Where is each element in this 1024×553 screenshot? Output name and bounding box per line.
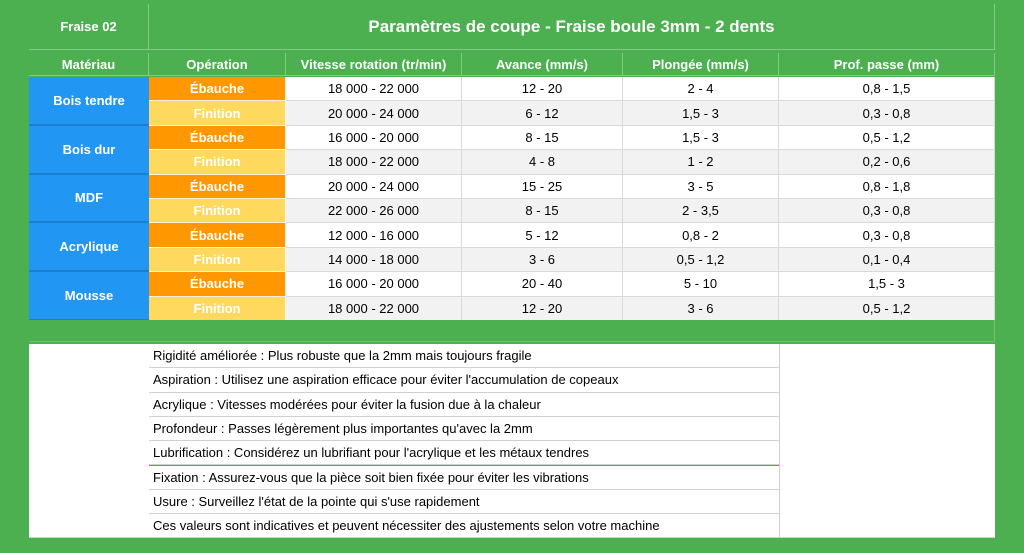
plunge-cell[interactable]: 3 - 6 — [623, 297, 779, 321]
col-header-speed[interactable]: Vitesse rotation (tr/min) — [286, 53, 462, 76]
notes-right-column — [779, 344, 995, 538]
material-cell[interactable]: Bois dur — [29, 126, 149, 175]
plunge-cell[interactable]: 1 - 2 — [623, 150, 779, 174]
depth-cell[interactable]: 1,5 - 3 — [779, 272, 995, 296]
page-title: Paramètres de coupe - Fraise boule 3mm - 2 dents — [149, 4, 995, 50]
material-cell[interactable]: Bois tendre — [29, 77, 149, 126]
depth-cell[interactable]: 0,3 - 0,8 — [779, 199, 995, 223]
col-header-operation[interactable]: Opération — [149, 53, 286, 76]
speed-cell[interactable]: 20 000 - 24 000 — [286, 175, 462, 199]
plunge-cell[interactable]: 2 - 3,5 — [623, 199, 779, 223]
operation-cell[interactable]: Finition — [149, 297, 286, 321]
depth-cell[interactable]: 0,1 - 0,4 — [779, 248, 995, 272]
note-line[interactable]: Rigidité améliorée : Plus robuste que la 2mm mais toujours fragile — [149, 344, 779, 368]
speed-cell[interactable]: 16 000 - 20 000 — [286, 272, 462, 296]
feed-cell[interactable]: 8 - 15 — [462, 126, 623, 150]
operation-cell[interactable]: Finition — [149, 199, 286, 223]
depth-cell[interactable]: 0,5 - 1,2 — [779, 297, 995, 321]
depth-cell[interactable]: 0,8 - 1,5 — [779, 77, 995, 101]
feed-cell[interactable]: 12 - 20 — [462, 77, 623, 101]
note-line[interactable]: Aspiration : Utilisez une aspiration efficace pour éviter l'accumulation de copeaux — [149, 368, 779, 392]
col-header-depth[interactable]: Prof. passe (mm) — [779, 53, 995, 76]
depth-cell[interactable]: 0,2 - 0,6 — [779, 150, 995, 174]
operation-cell[interactable]: Finition — [149, 248, 286, 272]
speed-cell[interactable]: 16 000 - 20 000 — [286, 126, 462, 150]
feed-cell[interactable]: 4 - 8 — [462, 150, 623, 174]
feed-cell[interactable]: 15 - 25 — [462, 175, 623, 199]
notes-margin — [29, 344, 149, 538]
plunge-cell[interactable]: 3 - 5 — [623, 175, 779, 199]
plunge-cell[interactable]: 1,5 - 3 — [623, 126, 779, 150]
speed-cell[interactable]: 12 000 - 16 000 — [286, 223, 462, 247]
operation-cell[interactable]: Ébauche — [149, 223, 286, 247]
depth-cell[interactable]: 0,3 - 0,8 — [779, 101, 995, 125]
plunge-cell[interactable]: 0,5 - 1,2 — [623, 248, 779, 272]
plunge-cell[interactable]: 1,5 - 3 — [623, 101, 779, 125]
speed-cell[interactable]: 18 000 - 22 000 — [286, 150, 462, 174]
material-cell[interactable]: MDF — [29, 175, 149, 224]
feed-cell[interactable]: 12 - 20 — [462, 297, 623, 321]
plunge-cell[interactable]: 5 - 10 — [623, 272, 779, 296]
depth-cell[interactable]: 0,3 - 0,8 — [779, 223, 995, 247]
material-cell[interactable]: Acrylique — [29, 223, 149, 272]
depth-cell[interactable]: 0,5 - 1,2 — [779, 126, 995, 150]
operation-cell[interactable]: Ébauche — [149, 126, 286, 150]
col-header-feed[interactable]: Avance (mm/s) — [462, 53, 623, 76]
operation-cell[interactable]: Ébauche — [149, 272, 286, 296]
speed-cell[interactable]: 18 000 - 22 000 — [286, 77, 462, 101]
col-header-plunge[interactable]: Plongée (mm/s) — [623, 53, 779, 76]
plunge-cell[interactable]: 0,8 - 2 — [623, 223, 779, 247]
note-line[interactable]: Fixation : Assurez-vous que la pièce soit bien fixée pour éviter les vibrations — [149, 466, 779, 490]
speed-cell[interactable]: 20 000 - 24 000 — [286, 101, 462, 125]
empty-row — [29, 320, 995, 342]
feed-cell[interactable]: 8 - 15 — [462, 199, 623, 223]
note-line[interactable]: Lubrification : Considérez un lubrifiant pour l'acrylique et les métaux tendres — [149, 441, 779, 465]
feed-cell[interactable]: 20 - 40 — [462, 272, 623, 296]
operation-cell[interactable]: Ébauche — [149, 175, 286, 199]
operation-cell[interactable]: Finition — [149, 150, 286, 174]
note-line[interactable]: Usure : Surveillez l'état de la pointe qui s'use rapidement — [149, 490, 779, 514]
note-line[interactable]: Profondeur : Passes légèrement plus importantes qu'avec la 2mm — [149, 417, 779, 441]
note-line[interactable]: Ces valeurs sont indicatives et peuvent nécessiter des ajustements selon votre machine — [149, 514, 779, 538]
speed-cell[interactable]: 18 000 - 22 000 — [286, 297, 462, 321]
material-cell[interactable]: Mousse — [29, 272, 149, 321]
feed-cell[interactable]: 6 - 12 — [462, 101, 623, 125]
operation-cell[interactable]: Finition — [149, 101, 286, 125]
speed-cell[interactable]: 22 000 - 26 000 — [286, 199, 462, 223]
speed-cell[interactable]: 14 000 - 18 000 — [286, 248, 462, 272]
depth-cell[interactable]: 0,8 - 1,8 — [779, 175, 995, 199]
operation-cell[interactable]: Ébauche — [149, 77, 286, 101]
feed-cell[interactable]: 5 - 12 — [462, 223, 623, 247]
plunge-cell[interactable]: 2 - 4 — [623, 77, 779, 101]
feed-cell[interactable]: 3 - 6 — [462, 248, 623, 272]
note-line[interactable]: Acrylique : Vitesses modérées pour éviter la fusion due à la chaleur — [149, 393, 779, 417]
sheet-tab-label[interactable]: Fraise 02 — [29, 4, 149, 50]
col-header-material[interactable]: Matériau — [29, 53, 149, 76]
